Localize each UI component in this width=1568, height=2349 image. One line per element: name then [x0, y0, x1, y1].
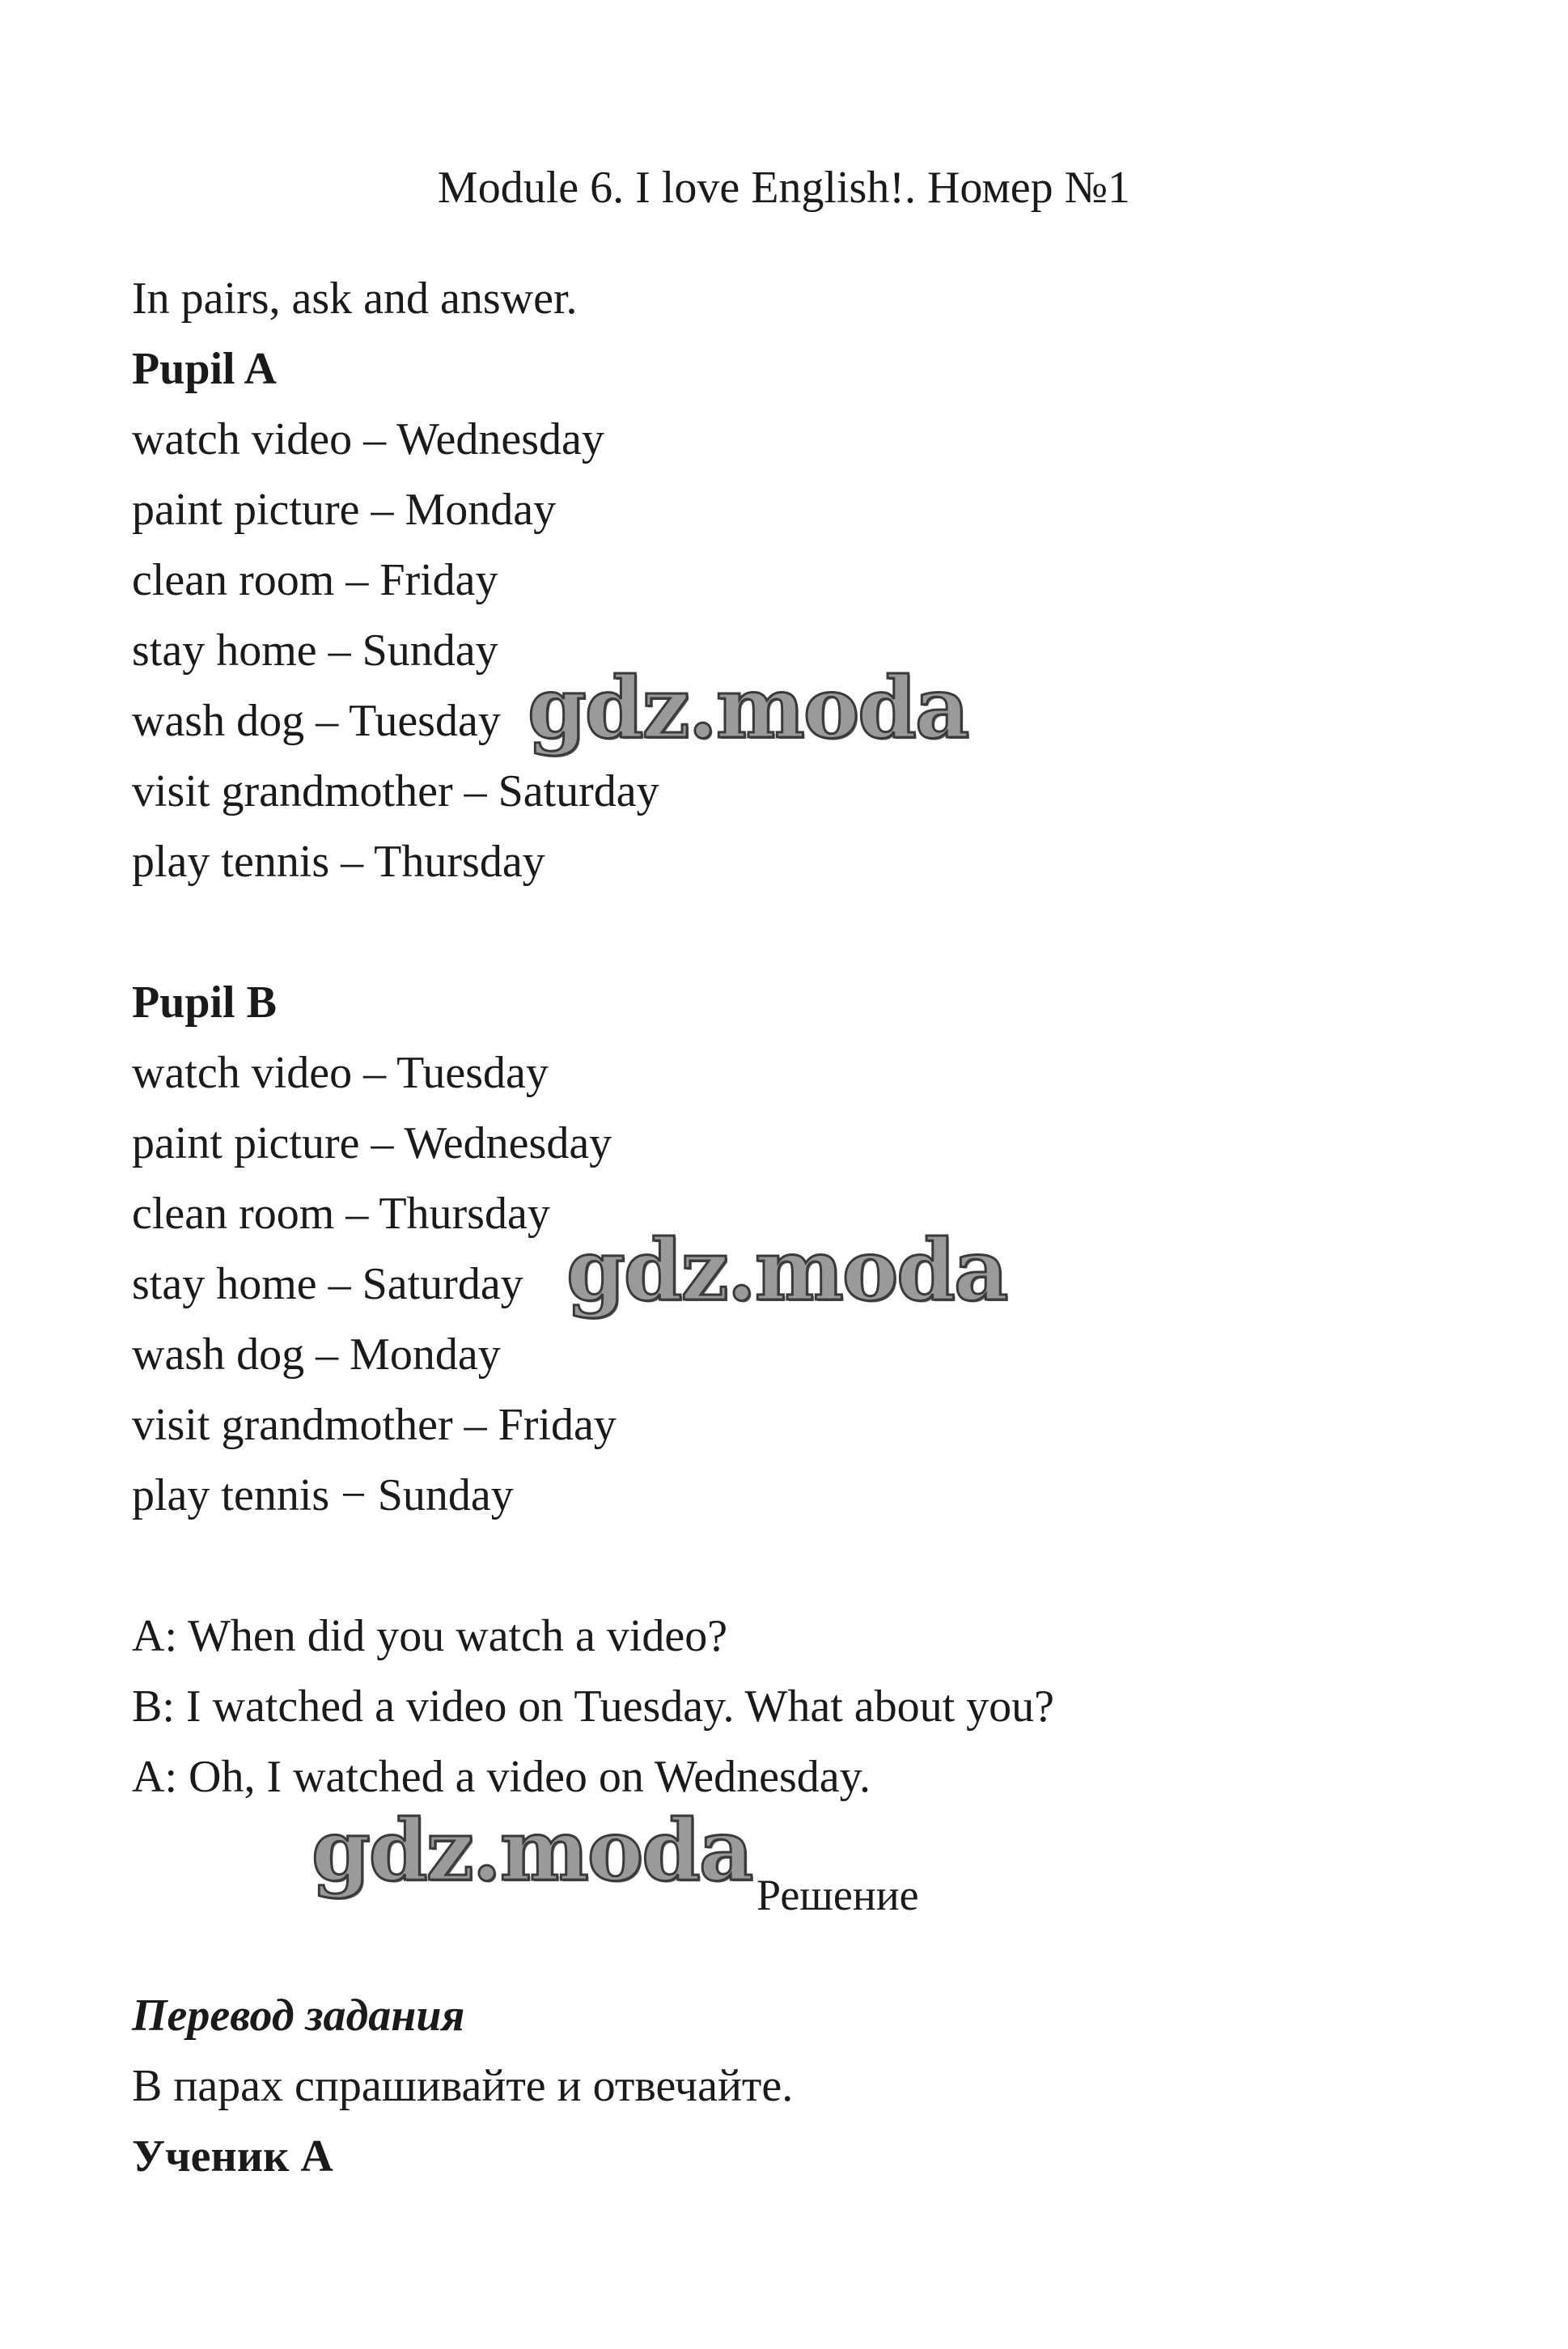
translation-pupil-a-heading: Ученик А [132, 2131, 333, 2182]
pupil-b-item: play tennis − Sunday [132, 1470, 514, 1520]
pupil-b-item: clean room – Thursday [132, 1189, 550, 1239]
task-instruction: In pairs, ask and answer. [132, 273, 578, 324]
pupil-b-item: watch video – Tuesday [132, 1048, 549, 1098]
pupil-b-item: paint picture – Wednesday [132, 1118, 612, 1168]
pupil-b-item: visit grandmother – Friday [132, 1400, 617, 1450]
watermark-logo: gdz.moda [311, 1800, 752, 1900]
watermark-logo: gdz.moda [528, 658, 968, 757]
pupil-a-item: visit grandmother – Saturday [132, 766, 659, 816]
pupil-b-item: stay home – Saturday [132, 1259, 523, 1309]
pupil-a-item: wash dog – Tuesday [132, 696, 501, 746]
pupil-b-item: wash dog – Monday [132, 1329, 501, 1380]
dialogue-line: A: Oh, I watched a video on Wednesday. [132, 1752, 871, 1802]
solution-label: Решение [756, 1871, 919, 1919]
page-title: Module 6. I love English!. Номер №1 [437, 163, 1131, 213]
translation-instruction: В парах спрашивайте и отвечайте. [132, 2061, 794, 2111]
pupil-a-item: watch video – Wednesday [132, 414, 604, 464]
pupil-a-item: play tennis – Thursday [132, 837, 545, 887]
dialogue-line: A: When did you watch a video? [132, 1611, 728, 1661]
pupil-a-item: paint picture – Monday [132, 485, 557, 535]
pupil-a-heading: Pupil A [132, 344, 277, 394]
watermark-logo: gdz.moda [566, 1220, 1007, 1320]
pupil-b-heading: Pupil B [132, 977, 277, 1028]
pupil-a-item: stay home – Sunday [132, 625, 498, 676]
dialogue-line: B: I watched a video on Tuesday. What about you? [132, 1681, 1055, 1732]
pupil-a-item: clean room – Friday [132, 555, 498, 605]
translation-heading: Перевод задания [132, 1991, 465, 2041]
